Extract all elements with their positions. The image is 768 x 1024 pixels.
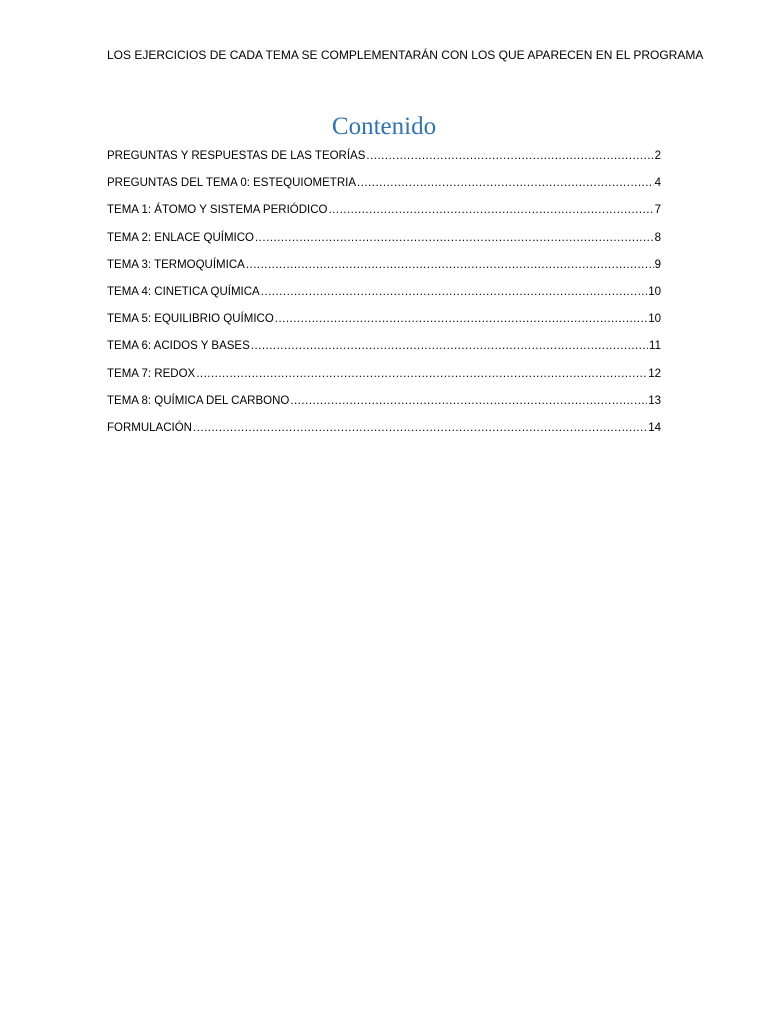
toc-entry-page: 7 bbox=[654, 204, 661, 217]
toc-entry-label: TEMA 2: ENLACE QUÍMICO bbox=[107, 231, 254, 244]
toc-entry-page: 13 bbox=[648, 394, 661, 407]
toc-entry-tema-3[interactable] bbox=[107, 256, 661, 283]
toc-entry-page: 8 bbox=[654, 231, 661, 244]
toc-entry-label: TEMA 7: REDOX bbox=[107, 367, 196, 380]
toc-entry-label: TEMA 1: ÁTOMO Y SISTEMA PERIÓDICO bbox=[107, 204, 328, 217]
toc-entry-page: 11 bbox=[649, 340, 661, 353]
toc-entry-tema-2[interactable] bbox=[107, 229, 661, 256]
toc-entry-label: PREGUNTAS Y RESPUESTAS DE LAS TEORÍAS bbox=[107, 150, 366, 162]
toc-entry-page: 4 bbox=[654, 177, 661, 190]
dot-leader bbox=[275, 310, 647, 328]
toc-entry-tema-8[interactable] bbox=[107, 392, 661, 419]
toc-entry-label: TEMA 5: EQUILIBRIO QUÍMICO bbox=[107, 313, 274, 326]
toc-entry-tema-6[interactable] bbox=[107, 337, 661, 364]
dot-leader bbox=[246, 256, 654, 274]
toc-entry-formulacion[interactable] bbox=[107, 419, 661, 446]
toc-entry-label: TEMA 8: QUÍMICA DEL CARBONO bbox=[107, 394, 290, 407]
dot-leader bbox=[196, 365, 647, 383]
toc-title: Contenido bbox=[331, 113, 437, 140]
dot-leader bbox=[261, 283, 647, 301]
toc-entry-tema-5[interactable] bbox=[107, 310, 661, 337]
toc-entry-label: TEMA 3: TERMOQUÍMICA bbox=[107, 258, 245, 271]
toc-entry-page: 2 bbox=[654, 150, 661, 162]
toc-entry-page: 10 bbox=[648, 285, 661, 298]
dot-leader bbox=[357, 174, 654, 192]
toc-entry-tema-7[interactable] bbox=[107, 365, 661, 392]
toc-entry-label: PREGUNTAS DEL TEMA 0: ESTEQUIOMETRIA bbox=[107, 177, 357, 190]
toc-entry-page: 9 bbox=[654, 258, 661, 271]
dot-leader bbox=[328, 201, 653, 219]
toc-entry-label: FORMULACIÓN bbox=[107, 421, 192, 434]
dot-leader bbox=[193, 419, 647, 437]
toc-entry-label: TEMA 4: CINETICA QUÍMICA bbox=[107, 285, 260, 298]
dot-leader bbox=[366, 147, 653, 165]
dot-leader bbox=[255, 229, 654, 247]
table-of-contents bbox=[107, 147, 661, 446]
dot-leader bbox=[290, 392, 647, 410]
page-header: LOS EJERCICIOS DE CADA TEMA SE COMPLEMENTARÁN CON LOS QUE APARECEN EN EL PROGRAMA bbox=[107, 48, 704, 62]
toc-entry-label: TEMA 6: ACIDOS Y BASES bbox=[107, 340, 250, 353]
toc-entry-page: 12 bbox=[648, 367, 661, 380]
toc-entry-page: 14 bbox=[648, 421, 661, 434]
toc-entry-page: 10 bbox=[648, 313, 661, 326]
dot-leader bbox=[251, 337, 648, 355]
toc-entry-tema-0[interactable] bbox=[107, 174, 661, 201]
toc-entry-tema-1[interactable] bbox=[107, 201, 661, 228]
toc-entry-tema-4[interactable] bbox=[107, 283, 661, 310]
toc-entry-teorias[interactable] bbox=[107, 147, 661, 174]
